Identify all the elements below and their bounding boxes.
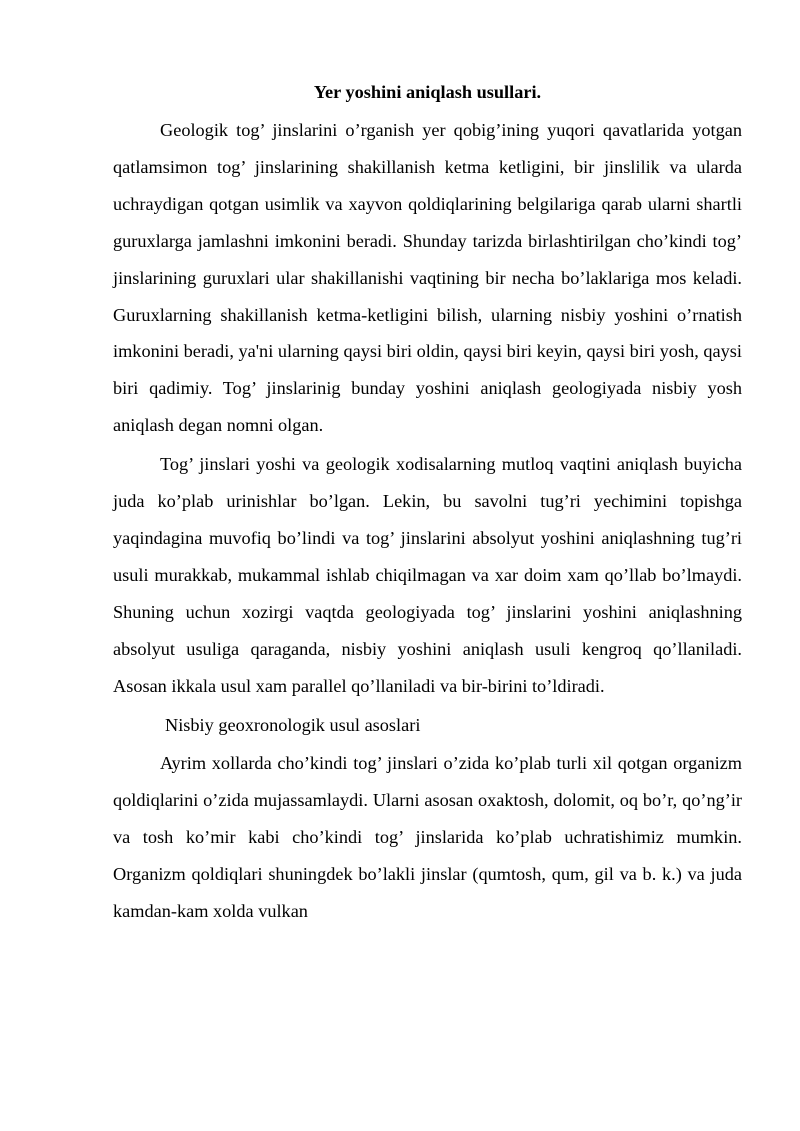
paragraph-3: Ayrim xollarda cho’kindi tog’ jinslari o’zida ko’plab turli xil qotgan organizm qoldiqlarini o’zida mujassamlaydi. Ularni asosan oxaktosh, dolomit, oq bo’r, qo’ng’ir va tosh ko’mir kabi cho’kindi tog’ jinslarida ko’plab uchratishimiz mumkin. Organizm qoldiqlari shuningdek bo’lakli jinslar (qumtosh, qum, gil va b. k.) va juda kamdan-kam xolda vulkan: [113, 753, 742, 922]
document-page: [113, 74, 742, 932]
section-subheading: Nisbiy geoxronologik usul asoslari: [165, 714, 421, 735]
paragraph-1: Geologik tog’ jinslarini o’rganish yer qobig’ining yuqori qavatlarida yotgan qatlamsimon tog’ jinslarining shakillanish ketma ketligini, bir jinslilik va ularda uchraydigan qotgan usimlik va xayvon qoldiqlarining belgilariga qarab ularni shartli guruxlarga jamlashni imkonini beradi. Shunday tarizda birlashtirilgan cho’kindi tog’ jinslarining guruxlari ular shakillanishi vaqtining bir necha bo’laklariga mos keladi. Guruxlarning shakillanish ketma-ketligini bilish, ularning nisbiy yoshini o’rnatish imkonini beradi, ya'ni ularning qaysi biri oldin, qaysi biri keyin, qaysi biri yosh, qaysi biri qadimiy. Tog’ jinslarinig bunday yoshini aniqlash geologiyada nisbiy yosh aniqlash degan nomni olgan.: [113, 120, 742, 436]
paragraph-2: Tog’ jinslari yoshi va geologik xodisalarning mutloq vaqtini aniqlash buyicha juda ko’plab urinishlar bo’lgan. Lekin, bu savolni tug’ri yechimini topishga yaqindagina muvofiq bo’lindi va tog’ jinslarini absolyut yoshini aniqlashning tug’ri usuli murakkab, mukammal ishlab chiqilmagan va xar doim xam qo’llab bo’lmaydi. Shuning uchun xozirgi vaqtda geologiyada tog’ jinslarini yoshini aniqlashning absolyut usuliga qaraganda, nisbiy yoshini aniqlash usuli kengroq qo’llaniladi. Asosan ikkala usul xam parallel qo’llaniladi va bir-birini to’ldiradi.: [113, 454, 742, 696]
document-title: Yer yoshini aniqlash usullari.: [313, 82, 542, 102]
